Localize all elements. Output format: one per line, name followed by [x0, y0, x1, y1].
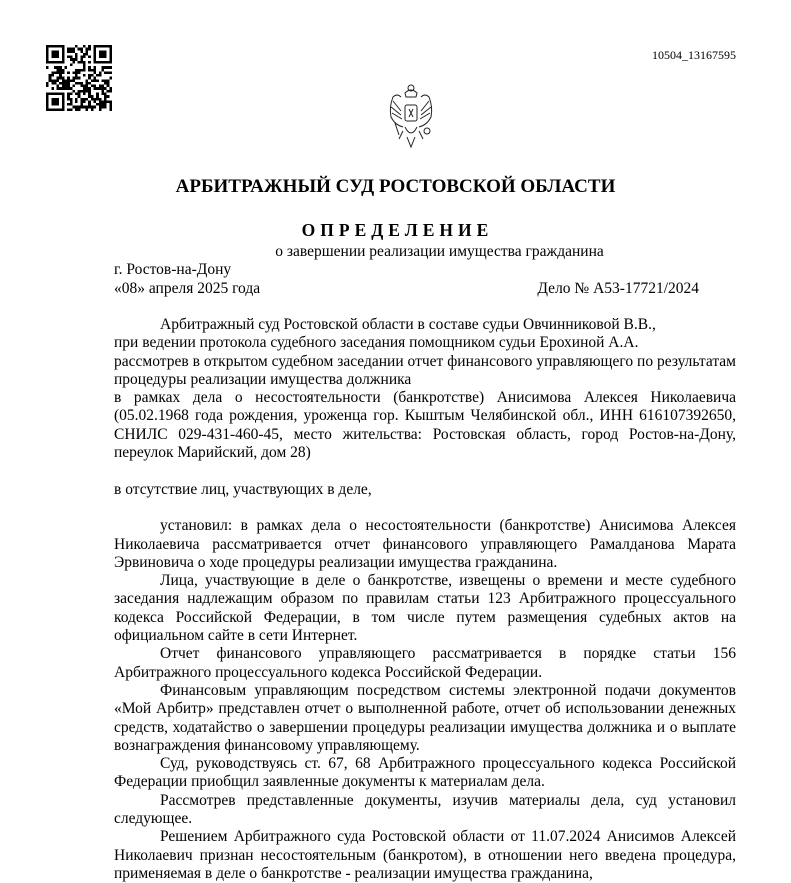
paragraph: Суд, руководствуясь ст. 67, 68 Арбитражного процессуального кодекса Российской Федерации приобщил заявленные документы к материалам дела. [114, 755, 736, 791]
paragraph: Решением Арбитражного суда Ростовской области от 11.07.2024 Анисимов Алексей Николаевич признан несостоятельным (банкротом), в отношении него введена процедура, применяемая в деле о банкротстве - реализации имущества гражданина, [114, 828, 736, 882]
paragraph: в отсутствие лиц, участвующих в деле, [114, 480, 372, 498]
qr-code-icon [46, 45, 112, 111]
coat-of-arms-icon [387, 83, 435, 149]
paragraph: Отчет финансового управляющего рассматривается в порядке статьи 156 Арбитражного процессуального кодекса Российской Федерации. [114, 645, 736, 681]
paragraph: рассмотрев в открытом судебном заседании отчет финансового управляющего по результатам процедуры реализации имущества должника [114, 352, 736, 388]
paragraph: Финансовым управляющим посредством системы электронной подачи документов «Мой Арбитр» представлен отчет о выполненной работе, отчет об использовании денежных средств, ходатайство о завершении процедуры реализации имущества должника и о выплате вознаграждения финансовому управляющему. [114, 681, 736, 754]
document-type: ОПРЕДЕЛЕНИЕ [301, 220, 494, 240]
court-name: АРБИТРАЖНЫЙ СУД РОСТОВСКОЙ ОБЛАСТИ [175, 176, 616, 197]
case-number: Дело № А53-17721/2024 [537, 280, 699, 297]
document-subject: о завершении реализации имущества гражданина [275, 243, 604, 260]
decision-date: «08» апреля 2025 года [114, 280, 261, 297]
paragraph: установил: в рамках дела о несостоятельности (банкротстве) Анисимова Алексея Николаевича рассматривается отчет финансового управляющего Рамалданова Марата Эрвиновича о ходе процедуры реализации имущества гражданина. [114, 517, 736, 571]
document-id: 10504_13167595 [652, 48, 736, 62]
document-body [114, 316, 736, 883]
paragraph: Рассмотрев представленные документы, изучив материалы дела, суд установил следующее. [114, 791, 736, 828]
paragraph: Лица, участвующие в деле о банкротстве, извещены о времени и месте судебного заседания надлежащим образом по правилам статьи 123 Арбитражного процессуального кодекса Российской Федерации, в том числе путем размещения судебных актов на официальном сайте в сети Интернет. [114, 572, 736, 645]
paragraph: при ведении протокола судебного заседания помощником судьи Ерохиной А.А. [114, 334, 639, 352]
paragraph: Арбитражный суд Ростовской области в составе судьи Овчинниковой В.В., [160, 316, 656, 333]
paragraph: в рамках дела о несостоятельности (банкротстве) Анисимова Алексея Николаевича (05.02.1968 года рождения, уроженца гор. Кыштым Челябинской обл., ИНН 616107392650, СНИЛС 029-431-460-45, место жительства: Ростовская область, город Ростов-на-Дону, переулок Марийский, дом 28) [114, 389, 736, 462]
city: г. Ростов-на-Дону [114, 261, 232, 278]
